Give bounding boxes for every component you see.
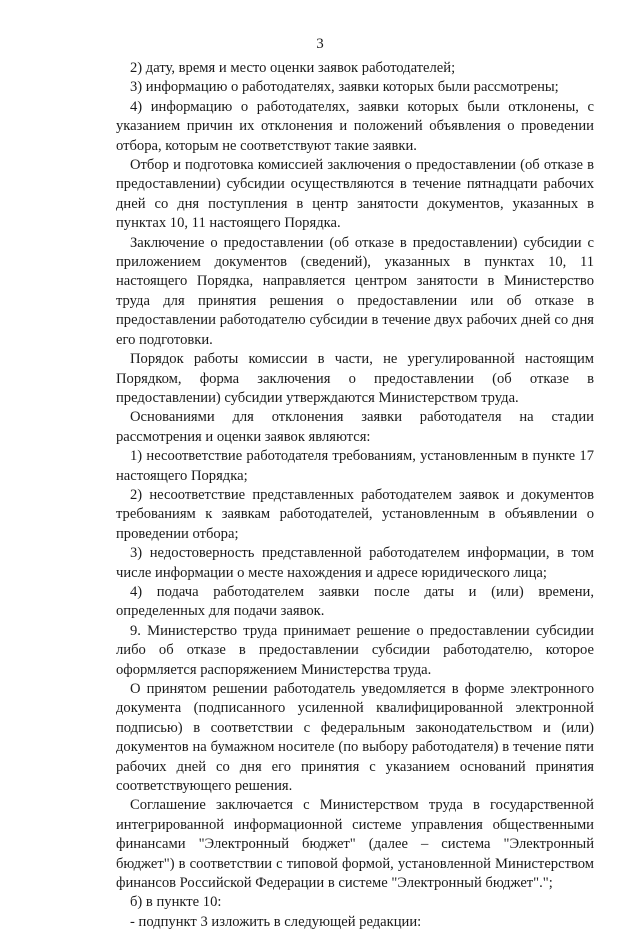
paragraph: 3) недостоверность представленной работодателем информации, в том числе информации о месте нахождения и адресе юридического лица; — [116, 545, 594, 581]
paragraph: 9. Министерство труда принимает решение о предоставлении субсидии либо об отказе в предоставлении субсидии работодателю, которое оформляется распоряжением Министерства труда. — [116, 622, 594, 678]
paragraph: Соглашение заключается с Министерством труда в государственной интегрированной информационной системе управления общественными финансами "Электронный бюджет" (далее – система "Электронный бюджет") в соответствии с типовой формой, установленной Министерством финансов Российской Федерации в системе "Электронный бюджет"."; — [116, 797, 594, 892]
paragraph: Порядок работы комиссии в части, не урегулированной настоящим Порядком, форма заключения о предоставлении (об отказе в предоставлении) субсидии утверждаются Министерством труда. — [116, 351, 594, 406]
paragraph: Основаниями для отклонения заявки работодателя на стадии рассмотрения и оценки заявок являются: — [116, 409, 594, 445]
paragraph: Заключение о предоставлении (об отказе в предоставлении) субсидии с приложением документов (сведений), указанных в пунктах 10, 11 настоящего Порядка, направляется центром занятости в Министерство труда для принятия решения о предоставлении или об отказе в предоставлении работодателю субсидии в течение двух рабочих дней со дня его подготовки. — [116, 234, 594, 348]
paragraph: б) в пункте 10: — [130, 894, 222, 911]
paragraph: О принятом решении работодатель уведомляется в форме электронного документа (подписанного усиленной квалифицированной электронной подписью) в соответствии с федеральным законодательством и (или) документов на бумажном носителе (по выбору работодателя) в течение пяти рабочих дней со дня его принятия с указанием оснований принятия соответствующего решения. — [116, 681, 594, 795]
page-number: 3 — [316, 36, 324, 52]
paragraph: Отбор и подготовка комиссией заключения о предоставлении (об отказе в предоставлении) субсидии осуществляются в течение пятнадцати рабочих дней со дня поступления в центр занятости документов, указанных в пунктах 10, 11 настоящего Порядка. — [116, 157, 594, 232]
paragraph: 1) несоответствие работодателя требованиям, установленным в пункте 17 настоящего Порядка; — [116, 448, 594, 484]
paragraph: 4) информацию о работодателях, заявки которых были отклонены, с указанием причин их отклонения и положений объявления о проведении отбора, которым не соответствуют такие заявки. — [116, 98, 594, 154]
paragraph: 3) информацию о работодателях, заявки которых были рассмотрены; — [130, 79, 559, 96]
paragraph: 2) несоответствие представленных работодателем заявок и документов требованиям к заявкам работодателей, установленным в объявлении о проведении отбора; — [116, 486, 594, 542]
paragraph: 2) дату, время и место оценки заявок работодателей; — [130, 60, 456, 76]
paragraph: 4) подача работодателем заявки после даты и (или) времени, определенных для подачи заявок. — [116, 583, 594, 620]
paragraph: - подпункт 3 изложить в следующей редакции: — [130, 913, 422, 930]
document-body — [116, 59, 594, 932]
